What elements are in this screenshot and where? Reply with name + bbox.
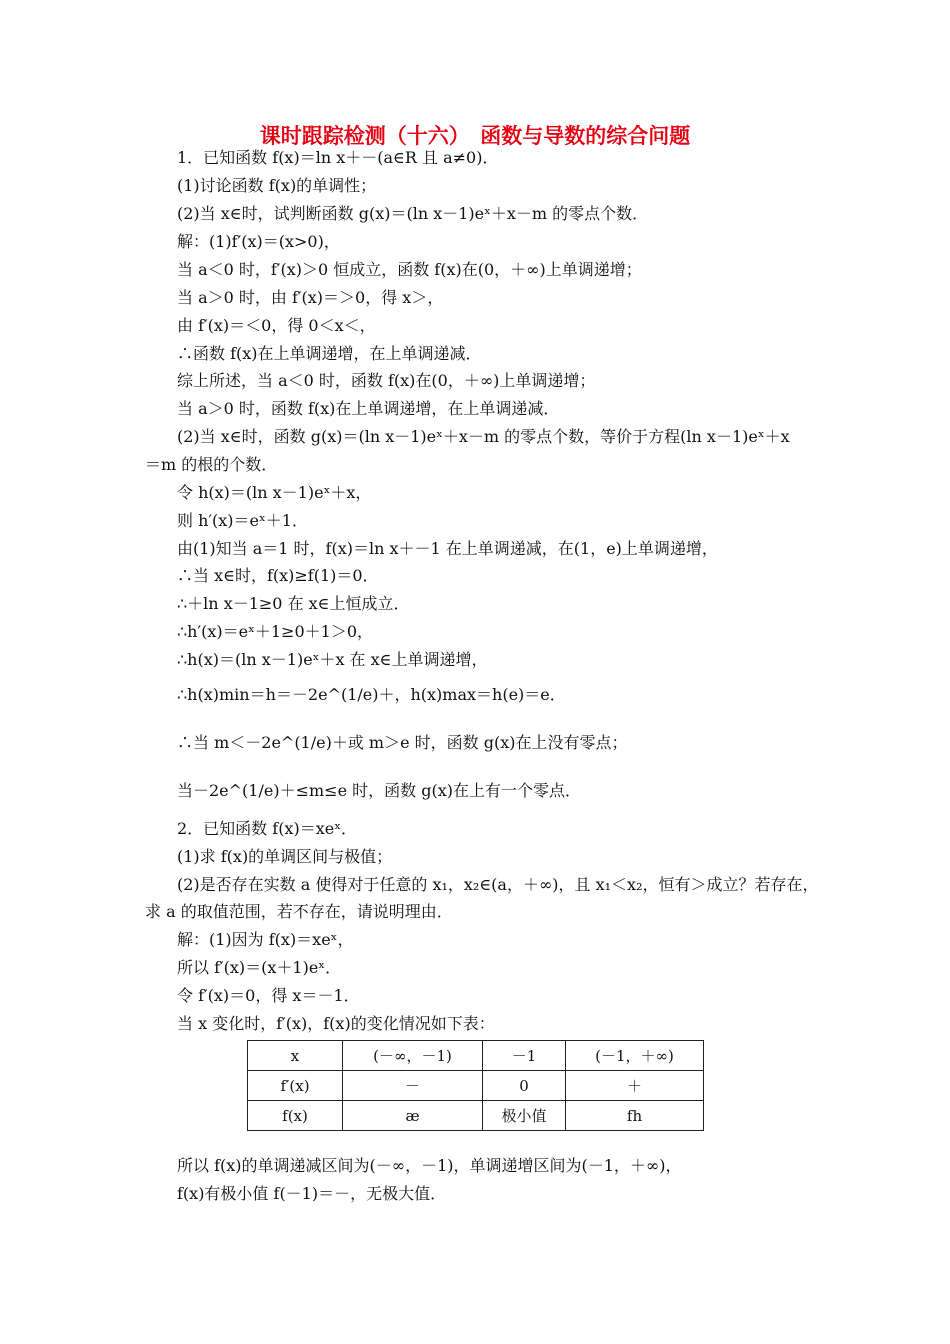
text-line: 所以 f′(x)＝(x＋1)eˣ． [177, 958, 342, 977]
text-line: 综上所述，当 a＜0 时，函数 f(x)在(0，＋∞)上单调递增； [177, 371, 596, 390]
table-cell: －1 [483, 1041, 566, 1071]
text-line: ∴当 x∈时，f(x)≥f(1)＝0． [177, 566, 379, 585]
text-line: ∴h′(x)＝eˣ＋1≥0＋1＞0， [177, 622, 374, 641]
page-title: 课时跟踪检测（十六） 函数与导数的综合问题 [259, 124, 691, 148]
text-line: 当 a＞0 时，函数 f(x)在上单调递增，在上单调递减． [177, 399, 560, 418]
table-cell: (－1，＋∞) [566, 1041, 704, 1071]
table-cell: f(x) [248, 1101, 343, 1131]
variation-table [247, 1040, 704, 1131]
table-cell: ＋ [566, 1071, 704, 1101]
text-line: ∴h(x)＝(ln x－1)eˣ＋x 在 x∈上单调递增， [177, 650, 488, 669]
text-line: 1．已知函数 f(x)＝ln x＋－(a∈R 且 a≠0)． [177, 148, 499, 167]
text-line: 当 x 变化时，f′(x)，f(x)的变化情况如下表： [177, 1014, 495, 1033]
text-line: 由 f′(x)＝＜0，得 0＜x＜， [177, 316, 376, 335]
text-line: (2)当 x∈时，试判断函数 g(x)＝(ln x－1)eˣ＋x－m 的零点个数． [177, 204, 649, 223]
table-cell: f′(x) [248, 1071, 343, 1101]
text-line: 当 a＞0 时，由 f′(x)＝＞0，得 x＞， [177, 288, 444, 307]
text-line: ∴函数 f(x)在上单调递增，在上单调递减． [177, 344, 482, 363]
text-line: 令 f′(x)＝0，得 x＝－1． [177, 986, 360, 1005]
text-line: 则 h′(x)＝eˣ＋1． [177, 511, 308, 530]
text-line: 当 a＜0 时，f′(x)＞0 恒成立，函数 f(x)在(0，＋∞)上单调递增； [177, 260, 642, 279]
table-cell: (－∞，－1) [343, 1041, 483, 1071]
text-line: (2)当 x∈时，函数 g(x)＝(ln x－1)eˣ＋x－m 的零点个数，等价于方程(ln x－1)eˣ＋x [177, 427, 790, 446]
table-row [248, 1071, 704, 1101]
table-cell: － [343, 1071, 483, 1101]
text-line: 求 a 的取值范围，若不存在，请说明理由． [145, 902, 453, 921]
table-cell: fh [566, 1101, 704, 1131]
table-row [248, 1041, 704, 1071]
text-line: ∴当 m＜－2e^(1/e)＋或 m＞e 时，函数 g(x)在上没有零点； [177, 733, 628, 752]
text-line: (1)讨论函数 f(x)的单调性； [177, 176, 377, 195]
text-line: 由(1)知当 a＝1 时，f(x)＝ln x＋－1 在上单调递减，在(1，e)上单调递增， [177, 539, 718, 558]
text-line: 解：(1)f′(x)＝(x>0)， [177, 232, 340, 251]
table-cell: x [248, 1041, 343, 1071]
text-line: (2)是否存在实数 a 使得对于任意的 x₁，x₂∈(a，＋∞)，且 x₁＜x₂，恒有＞成立？若存在， [177, 875, 819, 894]
text-line: 2．已知函数 f(x)＝xeˣ． [177, 819, 357, 838]
table-row [248, 1101, 704, 1131]
text-line: 令 h(x)＝(ln x－1)eˣ＋x， [177, 483, 372, 502]
text-line: (1)求 f(x)的单调区间与极值； [177, 847, 393, 866]
text-line: ∴h(x)min＝h＝－2e^(1/e)＋，h(x)max＝h(e)＝e． [177, 685, 566, 704]
text-line: 解：(1)因为 f(x)＝xeˣ， [177, 930, 354, 949]
table-cell: 极小值 [483, 1101, 566, 1131]
text-line: ∴＋ln x－1≥0 在 x∈上恒成立． [177, 594, 410, 613]
text-line: 当－2e^(1/e)＋≤m≤e 时，函数 g(x)在上有一个零点． [177, 781, 581, 800]
text-line: 所以 f(x)的单调递减区间为(－∞，－1)，单调递增区间为(－1，＋∞)， [177, 1156, 682, 1175]
text-line: f(x)有极小值 f(－1)＝－，无极大值． [177, 1184, 447, 1203]
table-cell: 0 [483, 1071, 566, 1101]
text-line: ＝m 的根的个数． [145, 455, 278, 474]
table-cell: æ [343, 1101, 483, 1131]
